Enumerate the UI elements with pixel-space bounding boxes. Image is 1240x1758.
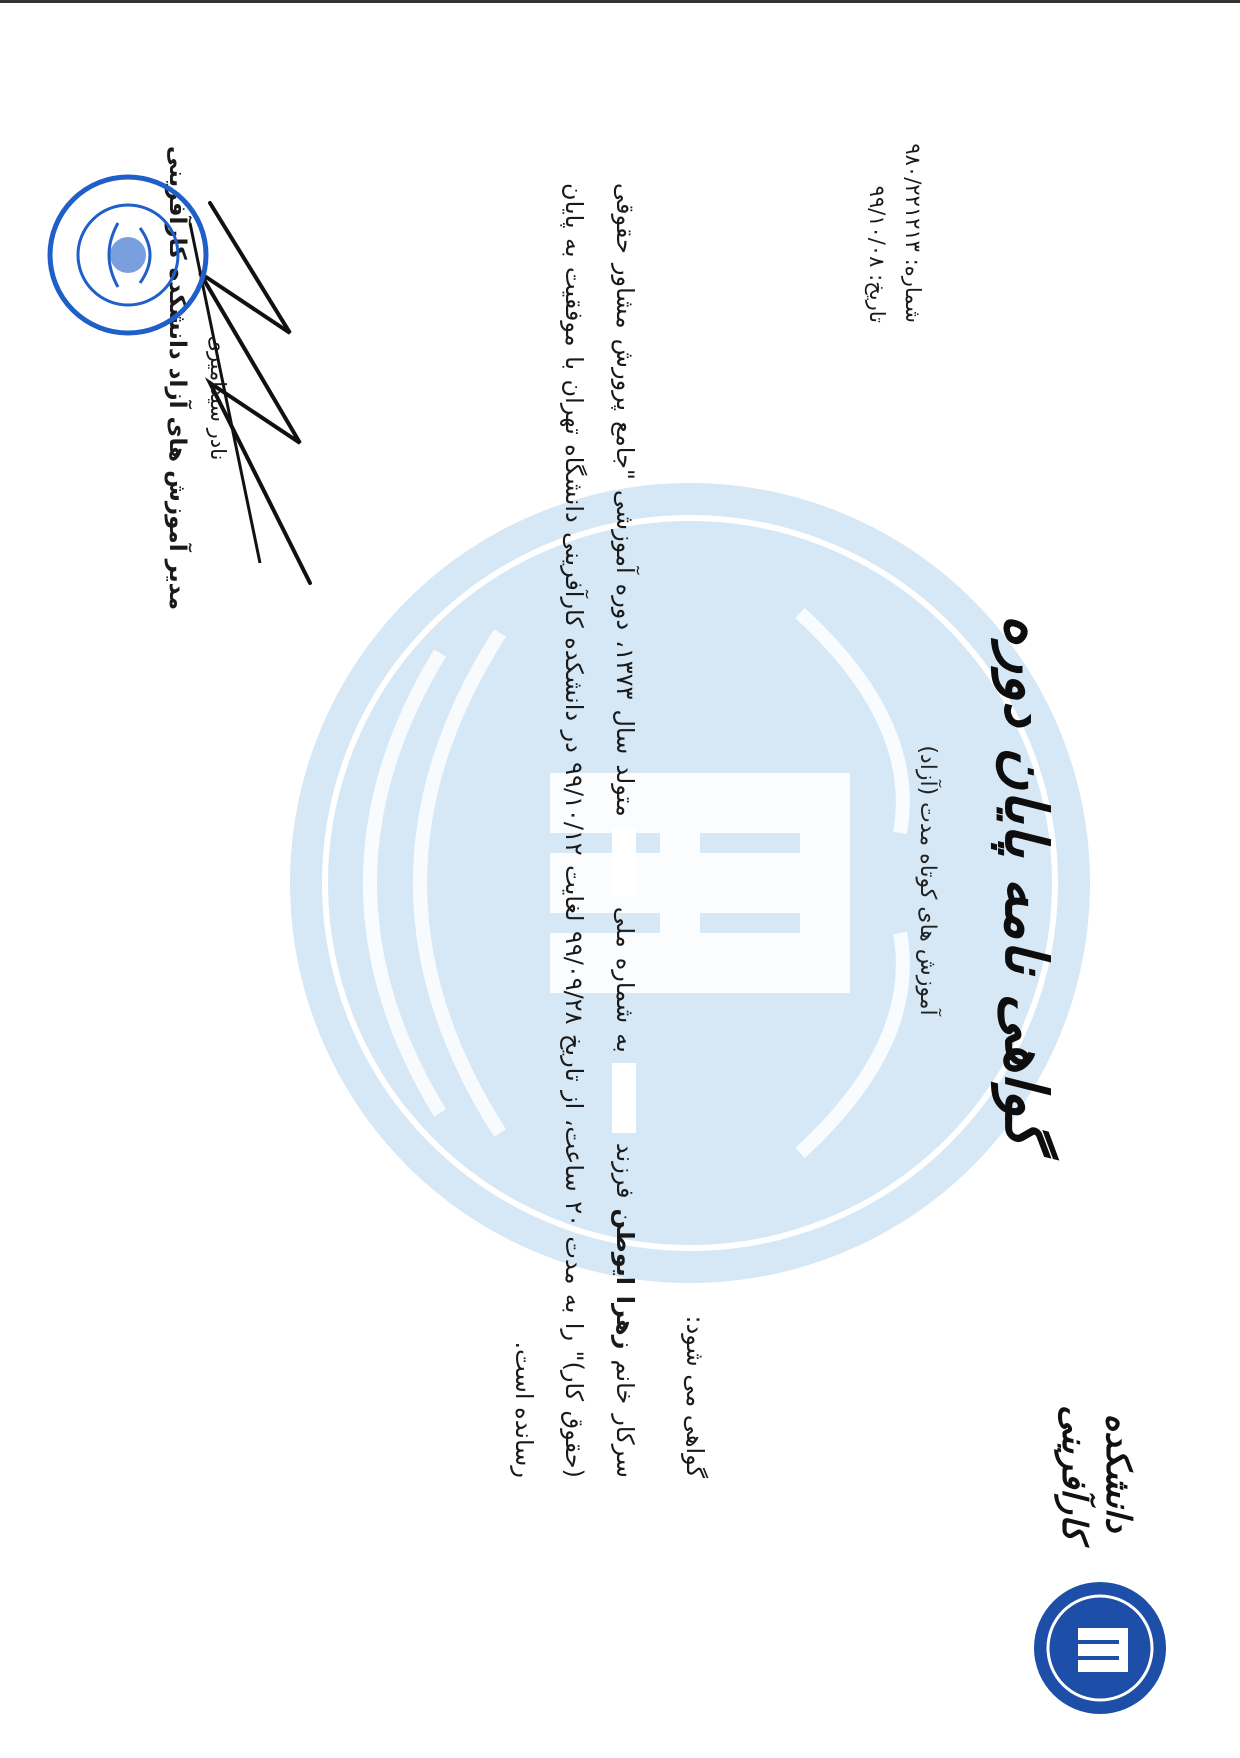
body-main-text: متولد سال ۱۳۷۳، دوره آموزشی "جامع پرورش مشاور حقوقی (حقوق کار)" را به مدت ۲۰ ساعت، از تاریخ ۹۹/۰۹/۲۸ لغایت ۹۹/۱۰/۱۲ در دانشکده کارآفرینی دانشگاه تهران با موفقیت به پایان رسانده است. bbox=[509, 183, 639, 1478]
certificate-body bbox=[498, 183, 720, 1478]
body-after-recipient: فرزند bbox=[610, 1142, 639, 1199]
official-stamp-icon bbox=[45, 173, 210, 338]
national-id-label: به شماره ملی bbox=[610, 906, 639, 1053]
certificate-content bbox=[0, 3, 1240, 1758]
date-label: تاریخ: bbox=[865, 274, 890, 323]
redacted-national-id bbox=[612, 827, 636, 897]
certificate-meta bbox=[859, 63, 930, 323]
certificate-body-text bbox=[498, 183, 649, 1478]
recipient-name: زهرا ایوطن bbox=[610, 1208, 639, 1350]
certificate-subtitle: آموزش های کوتاه مدت (آزاد) bbox=[915, 745, 940, 1016]
number-row bbox=[894, 63, 930, 323]
date-value: ۹۹/۱۰/۰۸ bbox=[865, 185, 890, 268]
date-row bbox=[859, 63, 895, 323]
number-label: شماره: bbox=[901, 258, 925, 323]
redacted-field bbox=[612, 1063, 636, 1133]
certify-line: گواهی می شود: bbox=[681, 1315, 709, 1478]
brand-name: دانشکده کارآفرینی bbox=[1053, 1405, 1138, 1541]
certificate-title: گواهی نامه پایان دوره bbox=[992, 614, 1060, 1147]
signer-title: مدیر آموزش های آزاد دانشکده کارآفرینی bbox=[164, 145, 190, 611]
number-value: ۹۸۰/۲۲۱۲۱۳ bbox=[901, 143, 925, 252]
body-prefix: سرکار خانم bbox=[610, 1359, 639, 1478]
signer-name: نادر سیدامیری bbox=[206, 335, 230, 461]
